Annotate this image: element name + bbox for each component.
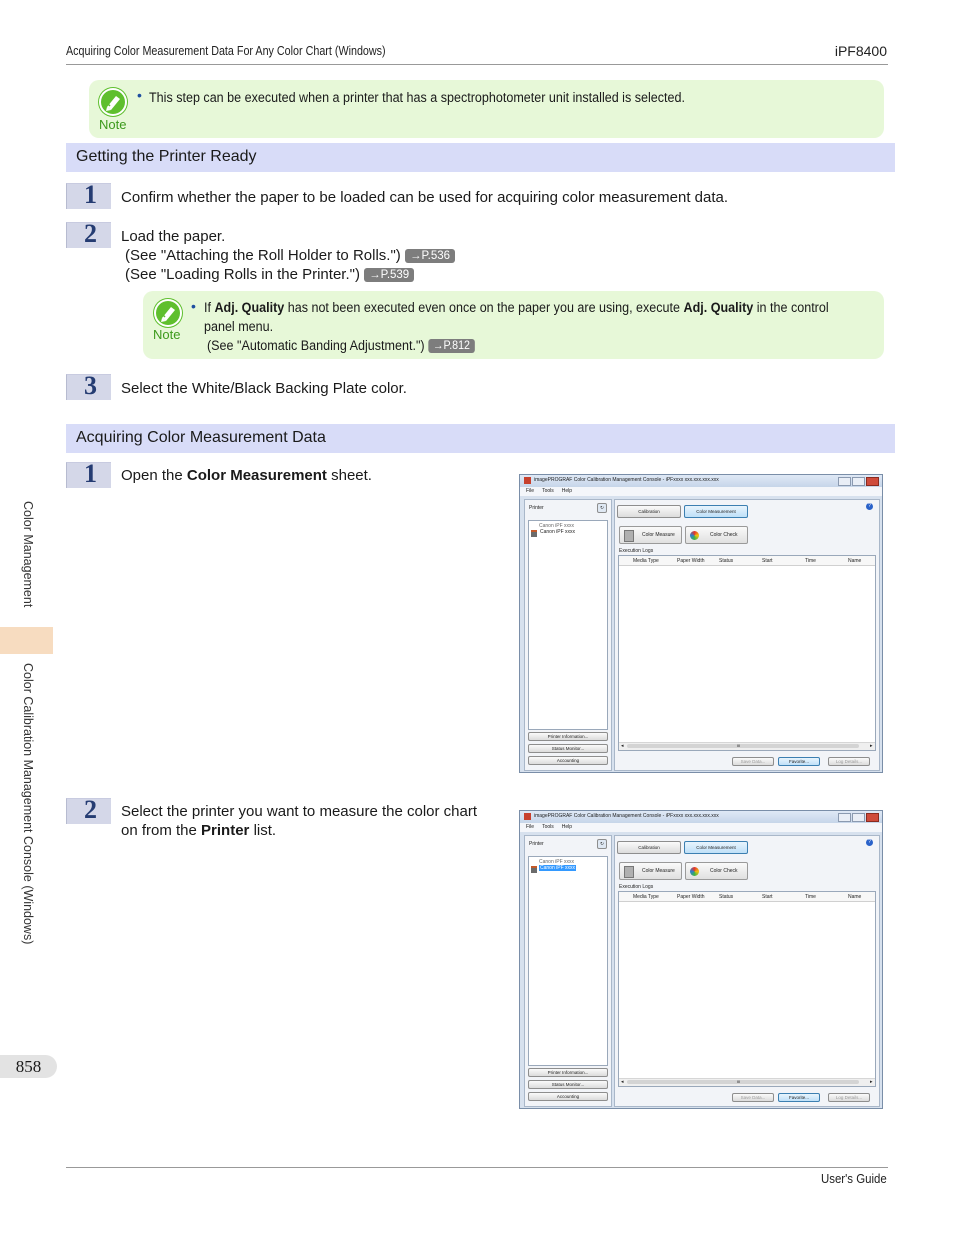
color-check-button[interactable]: Color Check [685, 526, 748, 544]
window-title: imagePROGRAF Color Calibration Management Console - iPFxxxx xxx.xxx.xxx.xxx [534, 477, 719, 483]
execution-log-table[interactable] [618, 891, 876, 1087]
log-details-button[interactable]: Log Details... [828, 757, 870, 766]
menu-tools[interactable]: Tools [542, 488, 554, 494]
color-check-icon [690, 867, 699, 876]
page-ref-link[interactable]: →P.536 [405, 249, 455, 263]
main-panel [614, 499, 880, 771]
color-check-button[interactable]: Color Check [685, 862, 748, 880]
log-details-button[interactable]: Log Details... [828, 1093, 870, 1102]
printer-label: Printer [529, 841, 544, 847]
header-rule [66, 64, 888, 65]
note-text: This step can be executed when a printer that has a spectrophotometer unit installed is selected. [149, 90, 685, 105]
app-icon [524, 477, 531, 484]
page-ref-link[interactable]: →P.539 [364, 268, 414, 282]
section-title-text: Getting the Printer Ready [76, 148, 257, 165]
minimize-icon[interactable] [838, 477, 851, 486]
note-label: Note [153, 327, 181, 342]
printer-information-button[interactable]: Printer Information... [528, 732, 608, 741]
log-table-header: Media Type Paper Width Status Start Time Name [619, 556, 875, 566]
printer-list-item[interactable]: Canon iPF xxxx [540, 529, 576, 535]
close-icon[interactable] [866, 477, 879, 486]
step-number: 2 [66, 222, 111, 248]
note-pencil-icon [99, 88, 127, 116]
reference-line: (See "Attaching the Roll Holder to Rolls.") →P.536 [125, 246, 455, 265]
printer-list-item[interactable]: Canon iPF xxxx [539, 523, 575, 529]
tab-calibration[interactable]: Calibration [617, 841, 681, 854]
tab-color-measurement[interactable]: Color Measurement [684, 841, 748, 854]
step-text: Open the Color Measurement sheet. [121, 467, 372, 484]
step-number: 1 [66, 462, 111, 488]
running-header-model: iPF8400 [834, 43, 887, 59]
favorite-button[interactable]: Favorite... [778, 1093, 820, 1102]
step-text: Confirm whether the paper to be loaded can be used for acquiring color measurement data. [121, 189, 729, 206]
refresh-icon[interactable]: ↻ [597, 503, 607, 513]
status-monitor-button[interactable]: Status Monitor... [528, 1080, 608, 1089]
horizontal-scrollbar[interactable]: ◂ III ▸ [619, 742, 875, 750]
color-check-icon [690, 531, 699, 540]
execution-log-table[interactable] [618, 555, 876, 751]
accounting-button[interactable]: Accounting [528, 756, 608, 765]
note-box [143, 291, 884, 359]
side-tab-marker [0, 627, 53, 654]
section-title-text: Acquiring Color Measurement Data [76, 429, 326, 446]
footer-title: User's Guide [821, 1171, 887, 1186]
menu-file[interactable]: File [526, 824, 535, 830]
accounting-button[interactable]: Accounting [528, 1092, 608, 1101]
step-text: Load the paper. [121, 228, 226, 245]
app-screenshot [519, 474, 883, 773]
page-number: 858 [0, 1055, 57, 1078]
save-data-button[interactable]: Save Data... [732, 1093, 774, 1102]
printer-icon [531, 866, 537, 873]
running-header-title: Acquiring Color Measurement Data For Any Color Chart (Windows) [66, 44, 386, 58]
reference-line: (See "Loading Rolls in the Printer.") →P.539 [125, 265, 414, 284]
bullet-icon: • [191, 298, 196, 314]
note-text: If Adj. Quality has not been executed even once on the paper you are using, execute Adj. Quality in the control [204, 300, 829, 315]
refresh-icon[interactable]: ↻ [597, 839, 607, 849]
printer-panel [524, 835, 612, 1107]
printer-list-item[interactable]: Canon iPF xxxx [540, 865, 576, 871]
maximize-icon[interactable] [852, 477, 865, 486]
step-number: 3 [66, 374, 111, 400]
help-icon[interactable]: ? [866, 839, 873, 846]
section-title [66, 143, 895, 172]
section-title [66, 424, 895, 453]
step-number: 1 [66, 183, 111, 209]
printer-icon [531, 530, 537, 537]
color-measure-button[interactable]: Color Measure [619, 862, 682, 880]
execution-logs-label: Execution Logs [619, 884, 654, 890]
note-label: Note [99, 117, 127, 132]
menu-help[interactable]: Help [561, 824, 573, 830]
printer-list-item[interactable]: Canon iPF xxxx [539, 859, 575, 865]
favorite-button[interactable]: Favorite... [778, 757, 820, 766]
menu-tools[interactable]: Tools [542, 824, 554, 830]
menu-bar [520, 823, 882, 832]
step-text: on from the Printer list. [121, 822, 277, 839]
bullet-icon: • [137, 87, 142, 103]
note-text: panel menu. [204, 319, 274, 334]
printer-panel [524, 499, 612, 771]
menu-bar [520, 487, 882, 496]
menu-file[interactable]: File [526, 488, 535, 494]
main-panel [614, 835, 880, 1107]
printer-list[interactable] [528, 520, 608, 730]
log-table-header: Media Type Paper Width Status Start Time Name [619, 892, 875, 902]
side-tab-color-management: Color Management [21, 501, 35, 608]
minimize-icon[interactable] [838, 813, 851, 822]
execution-logs-label: Execution Logs [619, 548, 654, 554]
page-ref-link[interactable]: →P.812 [428, 339, 475, 353]
maximize-icon[interactable] [852, 813, 865, 822]
printer-information-button[interactable]: Printer Information... [528, 1068, 608, 1077]
printer-label: Printer [529, 505, 544, 511]
window-title: imagePROGRAF Color Calibration Management Console - iPFxxxx xxx.xxx.xxx.xxx [534, 813, 719, 819]
reference-line: (See "Automatic Banding Adjustment.") →P.812 [207, 336, 475, 355]
note-pencil-icon [154, 299, 182, 327]
close-icon[interactable] [866, 813, 879, 822]
window-titlebar [520, 475, 882, 487]
horizontal-scrollbar[interactable]: ◂ III ▸ [619, 1078, 875, 1086]
step-text: Select the White/Black Backing Plate color. [121, 380, 407, 397]
side-tab-console: Color Calibration Management Console (Windows) [21, 663, 35, 945]
tab-calibration[interactable]: Calibration [617, 505, 681, 518]
help-icon[interactable]: ? [866, 503, 873, 510]
printer-list[interactable] [528, 856, 608, 1066]
note-box [89, 80, 884, 138]
tab-color-measurement[interactable]: Color Measurement [684, 505, 748, 518]
color-measure-button[interactable]: Color Measure [619, 526, 682, 544]
menu-help[interactable]: Help [561, 488, 573, 494]
save-data-button[interactable]: Save Data... [732, 757, 774, 766]
window-titlebar [520, 811, 882, 823]
app-icon [524, 813, 531, 820]
app-screenshot [519, 810, 883, 1109]
measure-icon [624, 866, 634, 878]
status-monitor-button[interactable]: Status Monitor... [528, 744, 608, 753]
footer-rule [66, 1167, 888, 1168]
step-number: 2 [66, 798, 111, 824]
measure-icon [624, 530, 634, 542]
step-text: Select the printer you want to measure the color chart [121, 803, 478, 820]
